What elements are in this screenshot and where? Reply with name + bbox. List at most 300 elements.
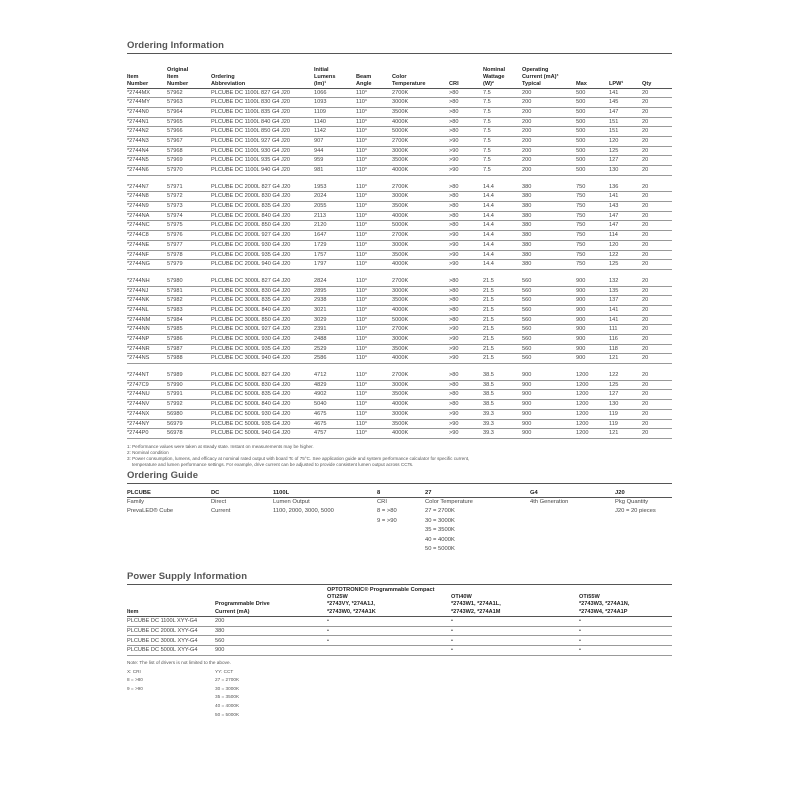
cell-cri: >80 <box>449 400 483 410</box>
cell-initial-lumens: 2120 <box>314 221 356 231</box>
cell-original-item-number: 57972 <box>167 192 211 202</box>
table-row <box>127 390 672 400</box>
table-row <box>127 250 672 260</box>
table-row <box>127 117 672 127</box>
cell-item: PLCUBE DC 3000L XYY-G4 <box>127 636 215 646</box>
cell-cri: >80 <box>449 277 483 286</box>
cell-color-temperature: 3000K <box>392 146 449 156</box>
cell-operating-current: 380 <box>522 250 576 260</box>
cell-original-item-number: 57992 <box>167 400 211 410</box>
cell-initial-lumens: 1066 <box>314 88 356 98</box>
cell-qty: 20 <box>642 305 672 315</box>
cell-color-temperature: 4000K <box>392 166 449 176</box>
cell-qty: 20 <box>642 211 672 221</box>
table-row <box>127 380 672 390</box>
cell-item-number: *2744MX <box>127 88 167 98</box>
cell-item-number: *2747C9 <box>127 380 167 390</box>
cell-color-temperature: 4000K <box>392 400 449 410</box>
cell-original-item-number: 57962 <box>167 88 211 98</box>
cell-operating-current: 900 <box>522 371 576 380</box>
table-row <box>127 636 672 646</box>
table-row <box>127 192 672 202</box>
compatibility-bullet: • <box>451 616 579 626</box>
cell-initial-lumens: 1109 <box>314 107 356 117</box>
cell-qty: 20 <box>642 231 672 241</box>
ordering-information-title: Ordering Information <box>127 40 672 54</box>
table-row <box>127 305 672 315</box>
cell-operating-current: 900 <box>522 429 576 439</box>
table-row <box>127 260 672 270</box>
cell-lpw: 120 <box>609 240 642 250</box>
cell-cri: >80 <box>449 98 483 108</box>
cell-initial-lumens: 981 <box>314 166 356 176</box>
cell-initial-lumens: 1647 <box>314 231 356 241</box>
cell-drive-current: 380 <box>215 626 327 636</box>
cell-color-temperature: 3000K <box>392 98 449 108</box>
cell-lpw: 127 <box>609 156 642 166</box>
cell-operating-current: 560 <box>522 286 576 296</box>
cell-item: PLCUBE DC 5000L XYY-G4 <box>127 646 215 656</box>
cell-nominal-wattage: 21.5 <box>483 305 522 315</box>
cell-initial-lumens: 3021 <box>314 305 356 315</box>
cell-ordering-abbreviation: PLCUBE DC 2000L 935 G4 J20 <box>211 250 314 260</box>
cell-lpw: 141 <box>609 305 642 315</box>
cell-max-current: 500 <box>576 107 609 117</box>
cell-color-temperature: 3500K <box>392 202 449 212</box>
legend-right: 27 = 2700K <box>215 677 240 683</box>
legend-right: YY: CCT <box>215 668 234 674</box>
cell-original-item-number: 57964 <box>167 107 211 117</box>
cell-lpw: 121 <box>609 429 642 439</box>
cell-ordering-abbreviation: PLCUBE DC 1100L 935 G4 J20 <box>211 156 314 166</box>
cell-nominal-wattage: 7.5 <box>483 117 522 127</box>
cell-operating-current: 200 <box>522 146 576 156</box>
cell-original-item-number: 57969 <box>167 156 211 166</box>
header-operating-current: Operating Current (mA)³ Typical <box>522 54 576 88</box>
power-supply-rows <box>127 616 672 655</box>
cell-nominal-wattage: 7.5 <box>483 127 522 137</box>
cell-beam-angle: 110° <box>356 183 392 192</box>
cell-qty: 20 <box>642 260 672 270</box>
cell-qty: 20 <box>642 127 672 137</box>
cell-cri: >90 <box>449 335 483 345</box>
cell-item-number: *2744NE <box>127 240 167 250</box>
cell-item-number: *2744NK <box>127 296 167 306</box>
cell-initial-lumens: 2895 <box>314 286 356 296</box>
ordering-information-rows <box>127 88 672 438</box>
cell-lpw: 125 <box>609 260 642 270</box>
cell-operating-current: 900 <box>522 409 576 419</box>
cell-beam-angle: 110° <box>356 429 392 439</box>
cell-nominal-wattage: 14.4 <box>483 221 522 231</box>
cell-operating-current: 380 <box>522 240 576 250</box>
cell-color-temperature: 3500K <box>392 250 449 260</box>
cell-original-item-number: 57963 <box>167 98 211 108</box>
header-original-item-number: Original Item Number <box>167 54 211 88</box>
cell-cri: >80 <box>449 380 483 390</box>
cell-nominal-wattage: 7.5 <box>483 166 522 176</box>
cell-color-temperature: 3500K <box>392 344 449 354</box>
cell-ordering-abbreviation: PLCUBE DC 2000L 940 G4 J20 <box>211 260 314 270</box>
cell-operating-current: 380 <box>522 260 576 270</box>
cell-operating-current: 380 <box>522 183 576 192</box>
cell-max-current: 900 <box>576 305 609 315</box>
cell-original-item-number: 57976 <box>167 231 211 241</box>
cell-item-number: *2744N0 <box>127 107 167 117</box>
cell-beam-angle: 110° <box>356 354 392 364</box>
cell-ordering-abbreviation: PLCUBE DC 1100L 835 G4 J20 <box>211 107 314 117</box>
cell-lpw: 141 <box>609 192 642 202</box>
cell-beam-angle: 110° <box>356 371 392 380</box>
cell-item-number: *2744NR <box>127 344 167 354</box>
cell-qty: 20 <box>642 315 672 325</box>
cell-cri: >90 <box>449 146 483 156</box>
cell-cri: >90 <box>449 240 483 250</box>
cell-initial-lumens: 2529 <box>314 344 356 354</box>
cell-beam-angle: 110° <box>356 400 392 410</box>
cell-qty: 20 <box>642 335 672 345</box>
cell-color-temperature: 5000K <box>392 127 449 137</box>
cell-nominal-wattage: 7.5 <box>483 146 522 156</box>
compatibility-bullet: • <box>451 626 579 636</box>
legend-right: 35 = 3500K <box>215 694 240 700</box>
cell-original-item-number: 57980 <box>167 277 211 286</box>
cell-original-item-number: 57967 <box>167 136 211 146</box>
group-spacer <box>127 269 672 277</box>
cell-original-item-number: 57987 <box>167 344 211 354</box>
cell-ordering-abbreviation: PLCUBE DC 1100L 830 G4 J20 <box>211 98 314 108</box>
cell-cri: >90 <box>449 344 483 354</box>
footnote: temperature and lumen performance settings. For example, drive current can be adjusted to provide consistent lumen output across CCTs. <box>132 461 414 467</box>
group-spacer <box>127 364 672 372</box>
cell-beam-angle: 110° <box>356 296 392 306</box>
cell-ordering-abbreviation: PLCUBE DC 2000L 835 G4 J20 <box>211 202 314 212</box>
cell-operating-current: 560 <box>522 344 576 354</box>
cell-ordering-abbreviation: PLCUBE DC 1100L 827 G4 J20 <box>211 88 314 98</box>
cell-beam-angle: 110° <box>356 277 392 286</box>
cell-nominal-wattage: 21.5 <box>483 315 522 325</box>
table-row <box>127 221 672 231</box>
cell-item-number: *2744NU <box>127 390 167 400</box>
cell-cri: >90 <box>449 156 483 166</box>
cell-operating-current: 560 <box>522 335 576 345</box>
cell-initial-lumens: 4829 <box>314 380 356 390</box>
cell-operating-current: 900 <box>522 400 576 410</box>
cell-lpw: 127 <box>609 390 642 400</box>
cell-color-temperature: 5000K <box>392 221 449 231</box>
cell-ordering-abbreviation: PLCUBE DC 3000L 830 G4 J20 <box>211 286 314 296</box>
cell-lpw: 141 <box>609 315 642 325</box>
cell-lpw: 120 <box>609 136 642 146</box>
table-row <box>127 335 672 345</box>
cell-lpw: 130 <box>609 400 642 410</box>
cell-max-current: 1200 <box>576 429 609 439</box>
cell-operating-current: 560 <box>522 354 576 364</box>
cell-cri: >80 <box>449 192 483 202</box>
table-row <box>127 626 672 636</box>
header-cri: CRI <box>449 54 483 88</box>
cell-operating-current: 900 <box>522 390 576 400</box>
cell-operating-current: 380 <box>522 192 576 202</box>
cell-color-temperature: 5000K <box>392 315 449 325</box>
cell-color-temperature: 2700K <box>392 88 449 98</box>
cell-qty: 20 <box>642 117 672 127</box>
cell-item-number: *2744MY <box>127 98 167 108</box>
cell-operating-current: 900 <box>522 419 576 429</box>
table-row <box>127 616 672 626</box>
table-row <box>127 429 672 439</box>
cell-original-item-number: 57966 <box>167 127 211 137</box>
cell-color-temperature: 2700K <box>392 371 449 380</box>
table-row <box>127 277 672 286</box>
cell-original-item-number: 57991 <box>167 390 211 400</box>
cell-item-number: *2744NX <box>127 409 167 419</box>
cell-lpw: 130 <box>609 166 642 176</box>
cell-max-current: 1200 <box>576 371 609 380</box>
cell-max-current: 1200 <box>576 409 609 419</box>
footnotes <box>127 444 672 468</box>
cell-max-current: 500 <box>576 146 609 156</box>
cell-original-item-number: 57978 <box>167 250 211 260</box>
cell-cri: >90 <box>449 325 483 335</box>
cell-color-temperature: 3000K <box>392 240 449 250</box>
cell-lpw: 145 <box>609 98 642 108</box>
cell-item-number: *2744N3 <box>127 136 167 146</box>
cell-qty: 20 <box>642 192 672 202</box>
cell-original-item-number: 57981 <box>167 286 211 296</box>
cell-item-number: *2744N9 <box>127 202 167 212</box>
cell-qty: 20 <box>642 221 672 231</box>
cell-beam-angle: 110° <box>356 156 392 166</box>
cell-cri: >90 <box>449 354 483 364</box>
cell-ordering-abbreviation: PLCUBE DC 5000L 827 G4 J20 <box>211 371 314 380</box>
cell-beam-angle: 110° <box>356 136 392 146</box>
cell-initial-lumens: 2488 <box>314 335 356 345</box>
cell-color-temperature: 4000K <box>392 211 449 221</box>
cell-color-temperature: 2700K <box>392 325 449 335</box>
cell-ordering-abbreviation: PLCUBE DC 5000L 840 G4 J20 <box>211 400 314 410</box>
cell-cri: >90 <box>449 250 483 260</box>
cell-beam-angle: 110° <box>356 335 392 345</box>
cell-lpw: 114 <box>609 231 642 241</box>
cell-qty: 20 <box>642 390 672 400</box>
cell-max-current: 500 <box>576 127 609 137</box>
cell-ordering-abbreviation: PLCUBE DC 5000L 930 G4 J20 <box>211 409 314 419</box>
cell-lpw: 122 <box>609 371 642 380</box>
cell-max-current: 500 <box>576 117 609 127</box>
cell-beam-angle: 110° <box>356 202 392 212</box>
cell-item-number: *2744NM <box>127 315 167 325</box>
table-row <box>127 354 672 364</box>
cell-cri: >80 <box>449 305 483 315</box>
cell-nominal-wattage: 7.5 <box>483 107 522 117</box>
cell-nominal-wattage: 14.4 <box>483 211 522 221</box>
cell-cri: >80 <box>449 127 483 137</box>
cell-nominal-wattage: 38.5 <box>483 380 522 390</box>
table-row <box>127 646 672 656</box>
cell-qty: 20 <box>642 344 672 354</box>
cell-cri: >80 <box>449 315 483 325</box>
cell-ordering-abbreviation: PLCUBE DC 3000L 840 G4 J20 <box>211 305 314 315</box>
cell-item-number: *2744NJ <box>127 286 167 296</box>
cell-ordering-abbreviation: PLCUBE DC 5000L 935 G4 J20 <box>211 419 314 429</box>
cell-max-current: 500 <box>576 136 609 146</box>
cell-item-number: *2744N1 <box>127 117 167 127</box>
cell-operating-current: 560 <box>522 315 576 325</box>
cell-lpw: 116 <box>609 335 642 345</box>
compatibility-bullet: • <box>579 646 672 656</box>
cell-lpw: 137 <box>609 296 642 306</box>
guide-column-cri: 8 CRI 8 = >80 9 = >90 <box>377 489 425 526</box>
cell-operating-current: 560 <box>522 296 576 306</box>
table-row <box>127 296 672 306</box>
cell-initial-lumens: 2586 <box>314 354 356 364</box>
cell-operating-current: 560 <box>522 325 576 335</box>
cell-beam-angle: 110° <box>356 315 392 325</box>
cell-operating-current: 200 <box>522 156 576 166</box>
cell-item-number: *2744NV <box>127 400 167 410</box>
cell-qty: 20 <box>642 88 672 98</box>
cell-original-item-number: 57985 <box>167 325 211 335</box>
header-qty: Qty <box>642 54 672 88</box>
cell-lpw: 121 <box>609 354 642 364</box>
cell-beam-angle: 110° <box>356 107 392 117</box>
header-lpw: LPW¹ <box>609 54 642 88</box>
cell-ordering-abbreviation: PLCUBE DC 3000L 827 G4 J20 <box>211 277 314 286</box>
cell-lpw: 125 <box>609 380 642 390</box>
table-row <box>127 325 672 335</box>
cell-original-item-number: 57973 <box>167 202 211 212</box>
table-row <box>127 409 672 419</box>
cell-initial-lumens: 4757 <box>314 429 356 439</box>
guide-column-lumen: 1100L Lumen Output 1100, 2000, 3000, 5000 <box>273 489 377 517</box>
header-drive-current: Programmable Drive Current (mA) <box>215 594 327 616</box>
cell-max-current: 750 <box>576 202 609 212</box>
cell-item-number: *2744NA <box>127 211 167 221</box>
cell-lpw: 147 <box>609 221 642 231</box>
cell-operating-current: 560 <box>522 277 576 286</box>
cell-nominal-wattage: 21.5 <box>483 286 522 296</box>
cell-initial-lumens: 2055 <box>314 202 356 212</box>
cell-ordering-abbreviation: PLCUBE DC 3000L 927 G4 J20 <box>211 325 314 335</box>
cell-initial-lumens: 2824 <box>314 277 356 286</box>
cell-cri: >80 <box>449 286 483 296</box>
cell-beam-angle: 110° <box>356 117 392 127</box>
cell-initial-lumens: 1093 <box>314 98 356 108</box>
cell-item-number: *2744P0 <box>127 429 167 439</box>
cell-max-current: 500 <box>576 98 609 108</box>
cell-max-current: 750 <box>576 231 609 241</box>
cell-initial-lumens: 4675 <box>314 409 356 419</box>
cell-max-current: 750 <box>576 221 609 231</box>
cell-beam-angle: 110° <box>356 146 392 156</box>
guide-column-package: J20 Pkg Quantity J20 = 20 pieces <box>615 489 672 517</box>
header-item: Item <box>127 594 215 616</box>
table-row <box>127 127 672 137</box>
cell-lpw: 111 <box>609 325 642 335</box>
footnote: 2: Nominal condition <box>127 449 169 455</box>
cell-max-current: 1200 <box>576 380 609 390</box>
cell-color-temperature: 3500K <box>392 156 449 166</box>
cell-beam-angle: 110° <box>356 211 392 221</box>
table-row <box>127 400 672 410</box>
cell-item-number: *2744N5 <box>127 156 167 166</box>
cell-original-item-number: 57982 <box>167 296 211 306</box>
cell-max-current: 500 <box>576 88 609 98</box>
table-row <box>127 315 672 325</box>
cell-beam-angle: 110° <box>356 305 392 315</box>
cell-ordering-abbreviation: PLCUBE DC 5000L 835 G4 J20 <box>211 390 314 400</box>
cell-item-number: *2744NH <box>127 277 167 286</box>
cell-nominal-wattage: 21.5 <box>483 335 522 345</box>
cell-max-current: 900 <box>576 354 609 364</box>
compatibility-bullet: • <box>579 616 672 626</box>
guide-column-family: PLCUBE Family PrevaLED® Cube <box>127 489 211 517</box>
compatibility-bullet <box>327 646 451 656</box>
cell-initial-lumens: 1953 <box>314 183 356 192</box>
cell-initial-lumens: 907 <box>314 136 356 146</box>
compatibility-bullet: • <box>327 616 451 626</box>
table-row <box>127 146 672 156</box>
compatibility-bullet: • <box>327 626 451 636</box>
cell-operating-current: 200 <box>522 88 576 98</box>
header-ordering-abbreviation: Ordering Abbreviation <box>211 54 314 88</box>
footnote: 1: Performance values were taken at steady state. Instant on measurements may be higher. <box>127 443 314 449</box>
cell-ordering-abbreviation: PLCUBE DC 1100L 927 G4 J20 <box>211 136 314 146</box>
cell-max-current: 500 <box>576 156 609 166</box>
cell-operating-current: 380 <box>522 221 576 231</box>
cell-beam-angle: 110° <box>356 166 392 176</box>
legend-left: X: CRI <box>127 668 141 674</box>
table-row <box>127 98 672 108</box>
cell-color-temperature: 3000K <box>392 286 449 296</box>
cell-item: PLCUBE DC 2000L XYY-G4 <box>127 626 215 636</box>
cell-cri: >80 <box>449 296 483 306</box>
cell-qty: 20 <box>642 354 672 364</box>
cell-operating-current: 200 <box>522 98 576 108</box>
cell-lpw: 147 <box>609 211 642 221</box>
cell-ordering-abbreviation: PLCUBE DC 5000L 940 G4 J20 <box>211 429 314 439</box>
cell-operating-current: 200 <box>522 107 576 117</box>
cell-item-number: *2744C8 <box>127 231 167 241</box>
cell-cri: >80 <box>449 183 483 192</box>
guide-column-generation: G4 4th Generation <box>530 489 615 507</box>
cell-item-number: *2744N4 <box>127 146 167 156</box>
cell-qty: 20 <box>642 250 672 260</box>
power-supply-title: Power Supply Information <box>127 571 672 585</box>
cell-nominal-wattage: 14.4 <box>483 202 522 212</box>
cell-initial-lumens: 1729 <box>314 240 356 250</box>
table-row <box>127 202 672 212</box>
cell-color-temperature: 3500K <box>392 296 449 306</box>
power-supply-table <box>127 585 672 656</box>
cell-color-temperature: 3500K <box>392 419 449 429</box>
cell-drive-current: 200 <box>215 616 327 626</box>
cell-lpw: 119 <box>609 409 642 419</box>
cell-operating-current: 900 <box>522 380 576 390</box>
compatibility-bullet: • <box>451 646 579 656</box>
cell-ordering-abbreviation: PLCUBE DC 2000L 827 G4 J20 <box>211 183 314 192</box>
cell-max-current: 750 <box>576 192 609 202</box>
cell-cri: >90 <box>449 166 483 176</box>
cell-lpw: 151 <box>609 117 642 127</box>
cell-original-item-number: 56980 <box>167 409 211 419</box>
cell-max-current: 900 <box>576 296 609 306</box>
cell-drive-current: 900 <box>215 646 327 656</box>
cell-qty: 20 <box>642 277 672 286</box>
cell-qty: 20 <box>642 286 672 296</box>
cell-lpw: 136 <box>609 183 642 192</box>
